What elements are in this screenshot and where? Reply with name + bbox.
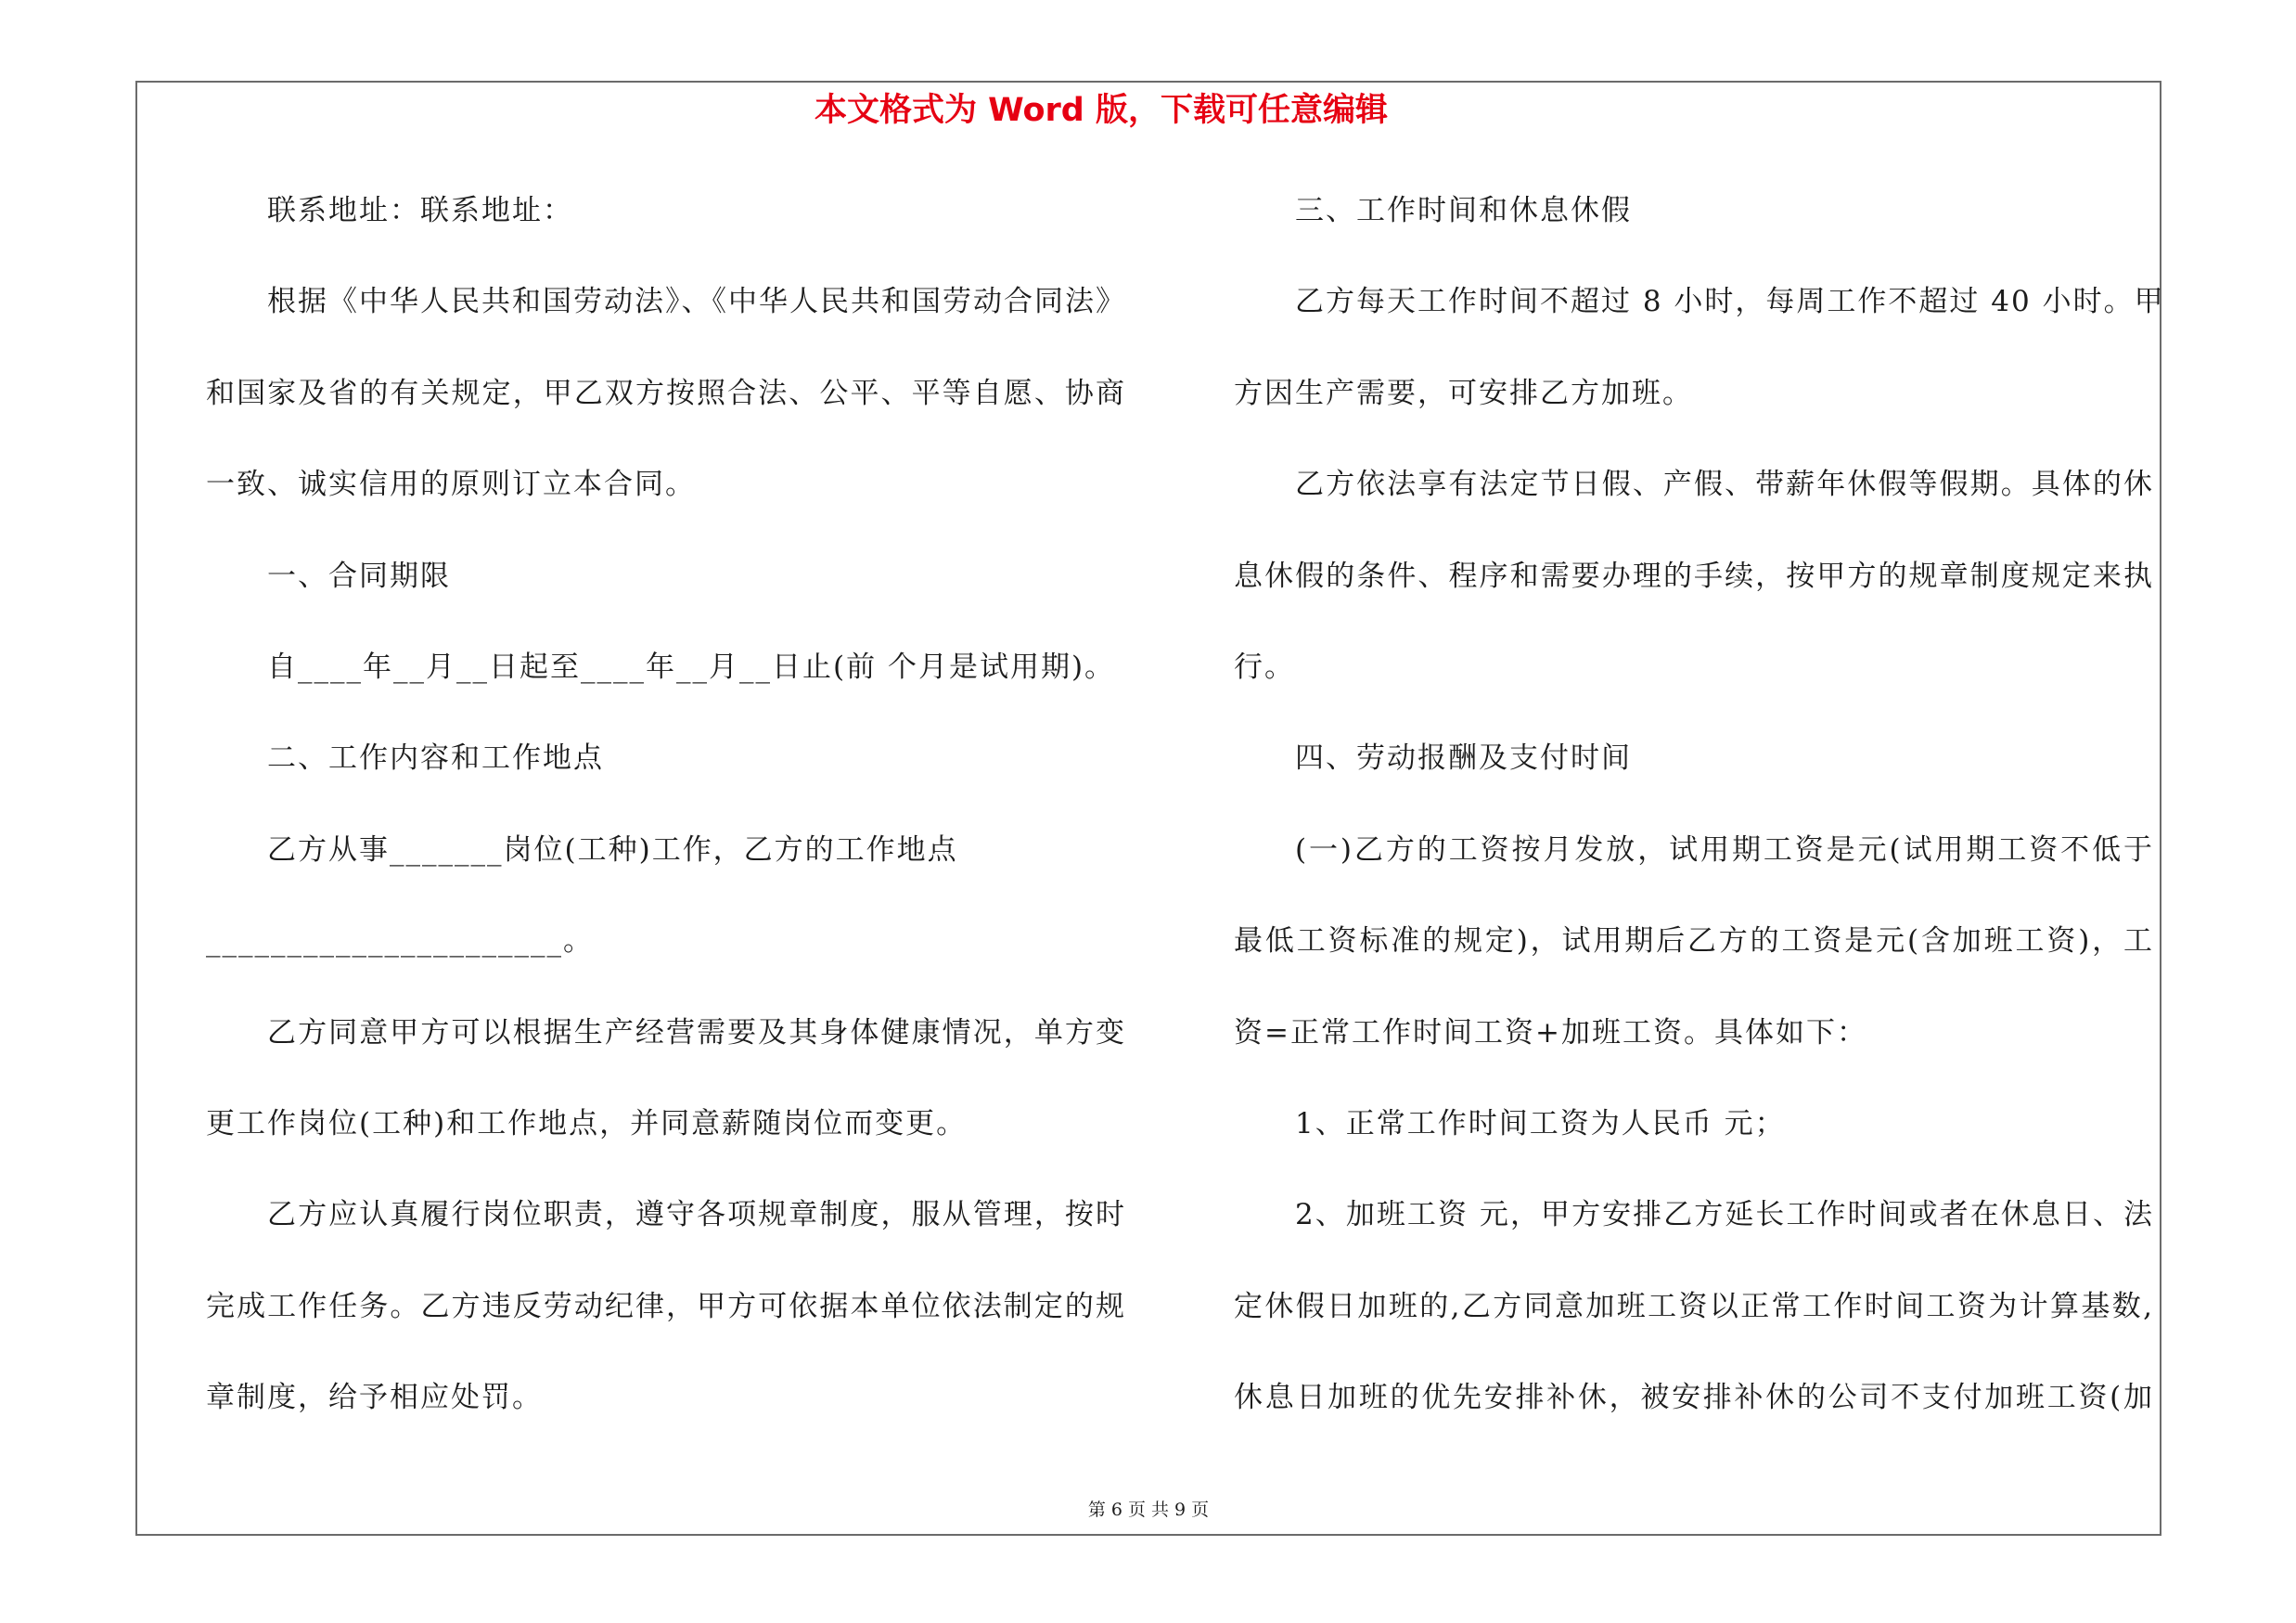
paragraph-line: 更工作岗位(工种)和工作地点，并同意薪随岗位而变更。 (206, 1106, 968, 1140)
paragraph-line: 定休假日加班的,乙方同意加班工资以正常工作时间工资为计算基数, (1234, 1289, 2154, 1323)
section-heading: 三、工作时间和休息休假 (1295, 194, 1632, 227)
paragraph-line: 乙方依法享有法定节日假、产假、带薪年休假等假期。具体的休 (1295, 468, 2154, 502)
paragraph-line: 乙方同意甲方可以根据生产经营需要及其身体健康情况，单方变 (267, 1015, 1126, 1050)
paragraph-line: 乙方每天工作时间不超过 8 小时，每周工作不超过 40 小时。甲 (1295, 285, 2165, 319)
paragraph-line: 乙方从事_______岗位(工种)工作，乙方的工作地点 (267, 832, 958, 867)
paragraph-line: 资=正常工作时间工资+加班工资。具体如下： (1234, 1015, 1867, 1050)
section-heading: 二、工作内容和工作地点 (267, 741, 604, 776)
paragraph-line: 行。 (1234, 650, 1295, 684)
paragraph-line: 根据《中华人民共和国劳动法》、《中华人民共和国劳动合同法》 (267, 285, 1126, 319)
paragraph-line: 自____年__月__日起至____年__月__日止(前 个月是试用期)。 (267, 650, 1116, 684)
section-heading: 一、合同期限 (267, 559, 451, 593)
left-column (206, 165, 1126, 1443)
section-heading: 四、劳动报酬及支付时间 (1295, 741, 1632, 776)
paragraph-line: 完成工作任务。乙方违反劳动纪律，甲方可依据本单位依法制定的规 (206, 1289, 1126, 1323)
paragraph-line: ______________________。 (206, 924, 594, 959)
paragraph-line: 方因生产需要，可安排乙方加班。 (1234, 376, 1693, 410)
paragraph-line: 一致、诚实信用的原则订立本合同。 (206, 468, 696, 502)
paragraph-line: 章制度，给予相应处罚。 (206, 1381, 543, 1415)
format-notice: 本文格式为 Word 版，下载可任意编辑 (814, 92, 1389, 129)
paragraph-line: 1、正常工作时间工资为人民币 元； (1295, 1106, 1786, 1140)
paragraph-line: 和国家及省的有关规定，甲乙双方按照合法、公平、平等自愿、协商 (206, 376, 1126, 410)
paragraph-line: 乙方应认真履行岗位职责，遵守各项规章制度，服从管理，按时 (267, 1198, 1126, 1232)
page-number: 第 6 页 共 9 页 (1087, 1500, 1210, 1520)
paragraph-line: 最低工资标准的规定)，试用期后乙方的工资是元(含加班工资)，工 (1234, 924, 2154, 959)
paragraph-line: 息休假的条件、程序和需要办理的手续，按甲方的规章制度规定来执 (1234, 559, 2154, 593)
right-column (1234, 165, 2165, 1443)
paragraph-line: 联系地址：联系地址： (267, 194, 573, 227)
paragraph-line: 休息日加班的优先安排补休，被安排补休的公司不支付加班工资(加 (1234, 1381, 2154, 1415)
paragraph-line: (一)乙方的工资按月发放，试用期工资是元(试用期工资不低于 (1295, 832, 2154, 867)
paragraph-line: 2、加班工资 元，甲方安排乙方延长工作时间或者在休息日、法 (1295, 1198, 2154, 1232)
